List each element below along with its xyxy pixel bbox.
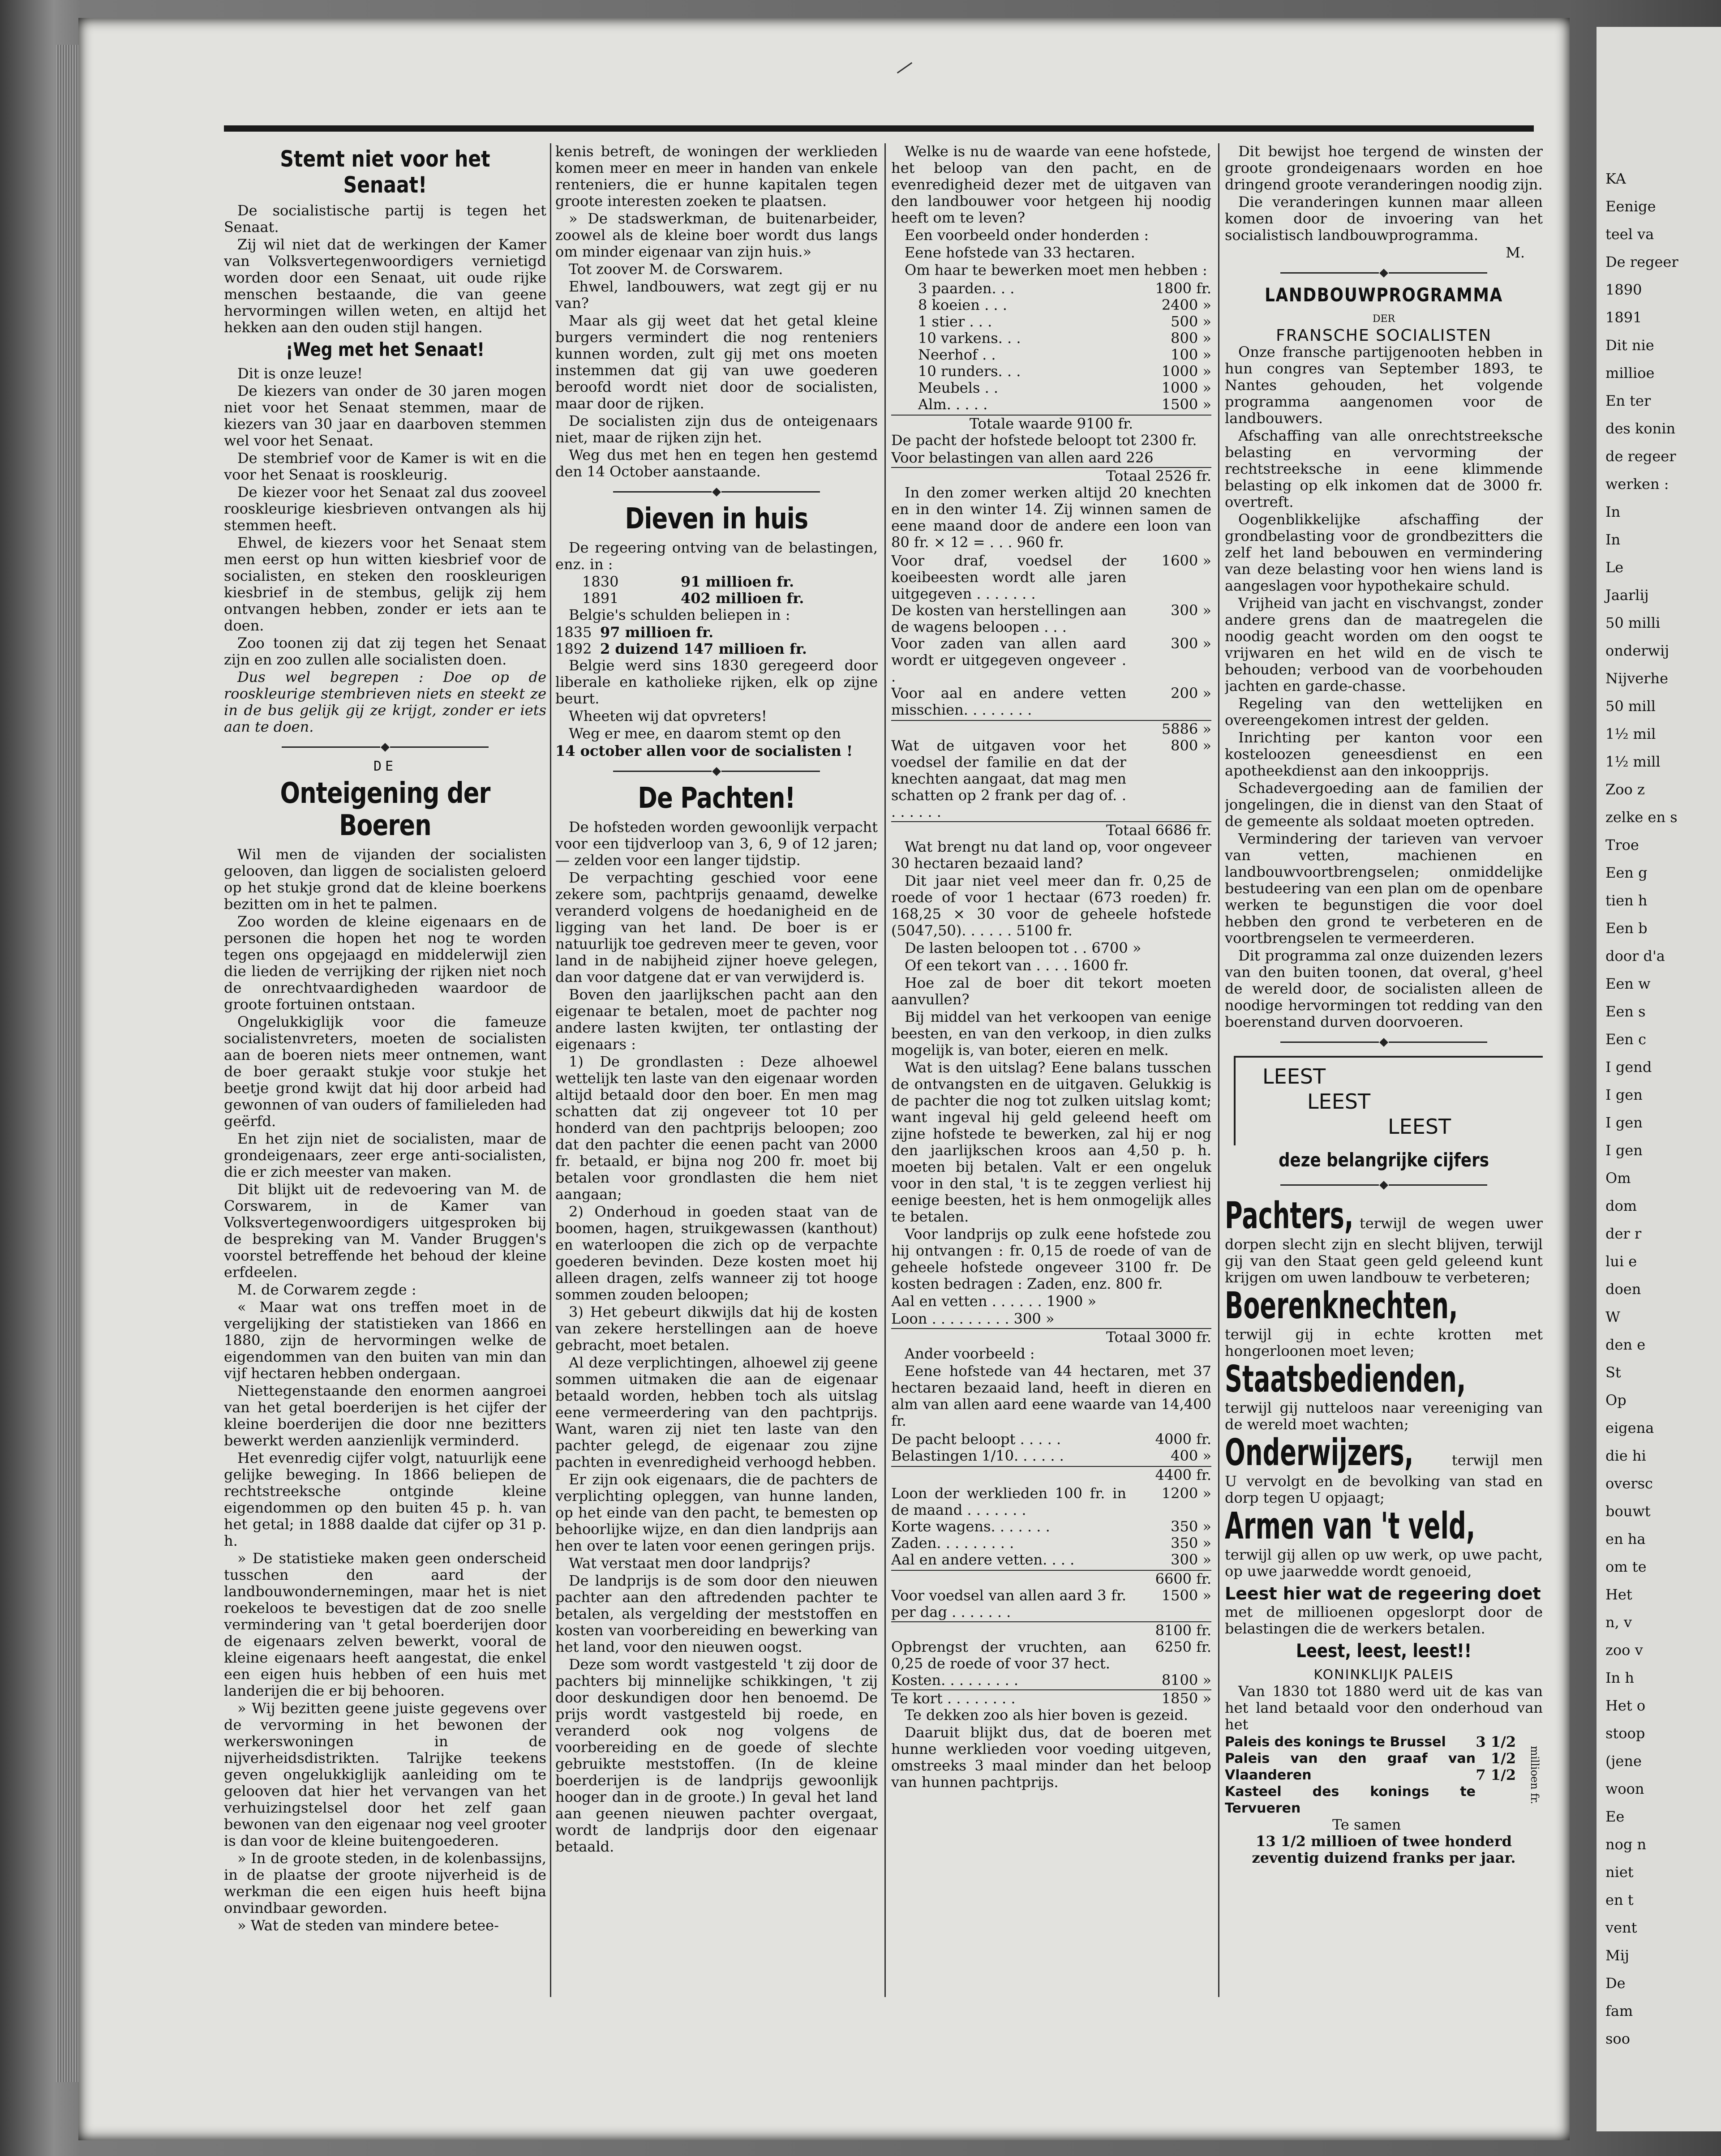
next-page-fragment: Een b [1605,920,1648,937]
next-page-fragment: niet [1605,1864,1634,1881]
paragraph: « Maar wat ons treffen moet in de vergelijking der statistieken van 1866 en 1880, zijn de hervormingen welke de eigendommen van den buiten van min dan vijf hectaren hebben ondergaan. [224,1299,546,1382]
paragraph: Weg dus met hen en tegen hen gestemd den 14 October aanstaande. [555,446,878,480]
column-divider [1218,143,1219,1997]
paragraph: De stembrief voor de Kamer is wit en die voor het Senaat is rooskleurig. [224,450,546,483]
next-page-fragment: Nijverhe [1605,670,1669,687]
next-page-fragment: 1891 [1605,309,1642,326]
paragraph: Ander voorbeeld : [905,1345,1035,1362]
millioen-label: millioen fr. [1528,1746,1541,1805]
table-row: Kosten. . . . . . . . . 8100 » [891,1672,1211,1689]
paragraph: Zoo toonen zij dat zij tegen het Senaat zijn en zoo zullen alle socialisten doen. [224,634,546,668]
next-page-fragment: KA [1605,170,1626,187]
table-row: 8 koeien . . . 2400 » [918,296,1211,313]
signature: M. [1506,244,1525,261]
paragraph: Van 1830 tot 1880 werd uit de kas van het land betaald voor den onderhoud van het [1225,1683,1543,1733]
table-row: Loon der werklieden 100 fr. in de maand . . . . . . . 1200 » [891,1485,1211,1518]
paragraph: De regeering ontving van de belastingen, enz. in : [555,539,878,573]
table-row: Neerhof . . 100 » [918,346,1211,363]
paragraph: Eene hofstede van 44 hectaren, met 37 hectaren bezaaid land, heeft in dieren en alm van allen aard eene waarde van 14,400 fr. [891,1363,1211,1429]
te-samen-amount: 13 1/2 millioen of twee honderd zeventig duizend franks per jaar. [1252,1833,1516,1866]
next-page-fragment: Om [1605,1170,1631,1187]
paragraph: Loon . . . . . . . . . 300 » [891,1310,1055,1327]
expense-table [891,1485,1211,1568]
next-page-fragment: en ha [1605,1530,1646,1547]
leest-word: LEEST [1307,1089,1371,1114]
next-page-fragment: En ter [1605,392,1651,409]
next-page-fragment: onderwij [1605,642,1669,659]
next-page-fragment: de regeer [1605,448,1676,465]
paragraph: 14 october allen voor de socialisten ! [555,742,853,759]
next-page-fragment: oversc [1605,1475,1653,1492]
table-row: 1 stier . . . 500 » [918,313,1211,330]
costs-table [891,553,1211,718]
separator [224,738,546,754]
tax-row: 1830 91 millioen fr. [582,573,794,590]
paragraph: Ongelukkiglijk voor die fameuze socialistenvreters, moeten de socialisten aan de boeren niets meer ontnemen, want de boer geraakt stukje voor stukje het beetje grond kwijt dat hij door arbeid had gewonnen of van ouders of familieleden had geërfd. [224,1013,546,1130]
next-page-fragment: 1½ mil [1605,725,1656,742]
paragraph: Wat brengt nu dat land op, voor ongeveer 30 hectaren bezaaid land? [891,838,1211,872]
table-row: Alm. . . . . 1500 » [918,396,1211,413]
next-page-fragment: I gend [1605,1059,1652,1076]
next-page-fragment: W [1605,1308,1620,1325]
next-page-fragment: der r [1605,1225,1642,1242]
palace-list [1225,1734,1543,1817]
table-row: Opbrengst der vruchten, aan 0,25 de roede of voor 37 hect. 6250 fr. [891,1638,1211,1672]
next-page-fragment: I gen [1605,1142,1643,1159]
next-page-fragment: De [1605,1975,1626,1992]
paragraph: Regeling van den wettelijken en overeengekomen intrest der gelden. [1225,695,1543,729]
paragraph: En het zijn niet de socialisten, maar de grondeigenaars, zeer erge anti-socialisten, die er zich meester van maken. [224,1130,546,1180]
paragraph: De kiezers van onder de 30 jaren mogen niet voor het Senaat stemmen, maar de kiezers van 30 jaar en daarboven stemmen wel voor het Senaat. [224,382,546,449]
next-page-fragment: Ee [1605,1808,1625,1825]
next-page-fragment: soo [1605,2030,1630,2047]
leest-word: LEEST [1388,1114,1451,1139]
paragraph: Zij wil niet dat de werkingen der Kamer van Volksvertegenwoordigers vernietigd worden door een Senaat, uit oude rijke menschen bestaande, die van geene hervormingen willen weten, en altijd het hekken aan den ouden stijl hangen. [224,236,546,336]
headline-landbouwprogramma: LANDBOUWPROGRAMMA [1265,284,1503,306]
paragraph: Onze fransche partijgenooten hebben in hun congres van September 1893, te Nantes gehouden, het volgende programma aangenomen voor de landbouwers. [1225,343,1543,427]
appeal-boerenknechten: Boerenknechten, terwijl gij in echte krotten met hongerloonen moet leven; [1225,1285,1543,1359]
paragraph: met de millioenen opgeslorpt door de belastingen die de werkers betalen. [1225,1603,1543,1637]
separator [1225,264,1543,280]
total: Totaal 3000 fr. [891,1328,1211,1346]
leest-box [1234,1056,1543,1145]
next-page-fragment: n, v [1605,1614,1632,1631]
column-1 [224,143,546,1997]
table-row: 10 varkens. . . 800 » [918,330,1211,347]
table-row: Voor draf, voedsel der koeibeesten wordt alle jaren uitgegeven . . . . . . . 1600 » [891,552,1211,602]
total: Totaal 6686 fr. [891,821,1211,839]
table-row: Korte wagens. . . . . . . 350 » [891,1518,1211,1535]
table-row: Aal en andere vetten. . . . 300 » [891,1551,1211,1568]
paragraph: Bij middel van het verkoopen van eenige beesten, en van den verkoop, in dien zulks mogelijk is, van boter, eieren en melk. [891,1008,1211,1059]
subtotal: 5886 » [891,720,1211,737]
next-page-fragment: tien h [1605,892,1648,909]
table-row: Te kort . . . . . . . . 1850 » [891,1690,1211,1707]
next-page-fragment: door d'a [1605,947,1665,964]
headline-onteigening: Onteigening der Boeren [280,777,490,842]
column-divider [884,143,886,1997]
paragraph: Zoo worden de kleine eigenaars en de personen die hopen het nog te worden tegen ons opgejaagd en middelerwijl zien die lieden de verrijking der rijken niet noch de onrechtvaardigheden waardoor de groote fortuinen ontstaan. [224,913,546,1013]
paragraph: Die veranderingen kunnen maar alleen komen door de invoering van het socialistisch landbouwprogramma. [1225,193,1543,244]
subtotal: 6600 fr. [891,1570,1211,1587]
paragraph: De pacht der hofstede beloopt tot 2300 fr. [891,432,1197,449]
headline-senaat: Stemt niet voor het Senaat! [280,146,490,198]
table-row: Voor aal en andere vetten misschien. . . . . . . . 200 » [891,685,1211,718]
table-row: 10 runders. . . 1000 » [918,363,1211,380]
next-page-fragment: Eenige [1605,198,1656,215]
paragraph: Dus wel begrepen : Doe op de rooskleurige stembrieven niets en steekt ze in de bus gelijk gij ze krijgt, zonder er iets aan te doen. [224,669,546,735]
headline-cijfers: deze belangrijke cijfers [1279,1149,1489,1171]
next-page-fragment: Een c [1605,1031,1646,1048]
next-page-fragment: den e [1605,1336,1646,1353]
te-samen: Te samen [1332,1816,1401,1833]
paragraph: Schadevergoeding aan de familien der jongelingen, die in dienst van den Staat of de gemeente als soldaat moeten optreden. [1225,780,1543,830]
paragraph: Een voorbeeld onder honderden : [905,227,1149,244]
paragraph: Al deze verplichtingen, alhoewel zij geene sommen uitmaken die aan de eigenaar betaald worden, hebben toch als uitslag eene vermeerdering van den pachtprijs. Want, waren zij niet ten laste van den pachter gelegd, de eigenaar zou zijne pachten in evenredigheid verhoogd hebben. [555,1354,878,1470]
next-page-fragment: 50 milli [1605,614,1661,631]
paragraph: Ehwel, de kiezers voor het Senaat stem men eerst op hun witten kiesbrief voor de socialisten, en steken den rooskleurigen kiesbrief in de stembus, gelijk zij hem ontvangen hebben, zonder er iets aan te doen. [224,534,546,634]
paragraph: Afschaffing van alle onrechtstreeksche belasting en vervorming der rechtstreeksche in eene klimmende belasting op elk inkomen dat de 3000 fr. overtreft. [1225,427,1543,510]
next-page-fragment: zoo v [1605,1642,1643,1659]
paragraph: Hoe zal de boer dit tekort moeten aanvullen? [891,974,1211,1008]
palace-name: Paleis des konings te Brussel [1225,1734,1446,1750]
debt-row: 1892 2 duizend 147 millioen fr. [555,640,807,657]
next-page-fragment: In [1605,503,1621,520]
next-page-fragment: 1½ mill [1605,753,1661,770]
paragraph: Tot zoover M. de Corswarem. [569,261,783,278]
paragraph: Belgie werd sins 1830 geregeerd door liberale en katholieke rijken, elk op zijne beurt. [555,657,878,707]
paragraph: Aal en vetten . . . . . . 1900 » [891,1293,1097,1310]
next-page-fragment: vent [1605,1919,1637,1936]
table-row: Meubels . . 1000 » [918,379,1211,396]
next-page-fragment: stoop [1605,1725,1645,1742]
table-row: De pacht beloopt . . . . . 4000 fr. [891,1431,1211,1448]
total: Totaal 2526 fr. [891,467,1211,484]
next-page-fragment: Mij [1605,1947,1629,1964]
paragraph: Niettegenstaande den enormen aangroei van het getal boerderijen is het cijfer der kleine boerderijen die door nne bezitters bewerkt werden aanzienlijk verminderd. [224,1382,546,1449]
next-page-fragment: die hi [1605,1447,1646,1464]
next-page-fragment: millioe [1605,364,1655,381]
paragraph: Maar als gij weet dat het getal kleine burgers vermindert die nog renteniers kunnen worden, zult gij met ons moeten instemmen dat gij van uwe goederen beroofd wordt niet door de socialisten, maar door de rijken. [555,312,878,412]
inventory-table [891,280,1211,413]
next-page-fragment: St [1605,1364,1621,1381]
palace-amount: 1/2 [1490,1750,1516,1767]
headline-leest-leest: Leest, leest, leest!! [1296,1640,1472,1662]
next-page-fragment: Op [1605,1392,1627,1409]
paragraph: De landprijs is de som door den nieuwen pachter aan den aftredenden pachter te betalen, als vergelding der meststoffen en kosten van voorbereiding en bewerking van het land, voor den nieuwen oogst. [555,1572,878,1655]
paragraph: Dit is onze leuze! [237,365,363,382]
table-row: Voor zaden van allen aard wordt er uitgegeven ongeveer . . 300 » [891,635,1211,685]
paragraph: Boven den jaarlijkschen pacht aan den eigenaar te betalen, moet de pachter nog andere lasten kwijten, ter ontlasting der eigenaars : [555,986,878,1053]
subtotal: 8100 fr. [891,1621,1211,1639]
paragraph: Wheeten wij dat opvreters! [569,707,767,724]
paragraph: kenis betreft, de woningen der werklieden komen meer en meer in handen van enkele renteniers, die er hunne kapitalen tegen groote interesten zoeken te plaatsen. [555,143,878,210]
palace-name: Kasteel des konings te Tervueren [1225,1784,1476,1816]
next-page-fragment: bouwt [1605,1503,1651,1520]
next-page-fragment: De regeer [1605,253,1678,270]
paragraph: » De stadswerkman, de buitenarbeider, zoowel als de kleine boer wordt dus langs om minder eigenaar van zijn huis.» [555,210,878,260]
paragraph: De socialisten zijn dus de onteigenaars niet, maar de rijken zijn het. [555,412,878,446]
next-page-fragment: werken : [1605,476,1669,493]
paragraph: Deze som wordt vastgesteld 't zij door de pachters bij minnelijke schikkingen, 't zij door deskundigen door hen benoemd. De prijs wordt vastgesteld bij roede, en veranderd ook nog volgens de voorbereiding en de goede of slechte gebruikte meststoffen. (In de kleine boerderijen is de landprijs gewoonlijk hooger dan in de groote.) In geval het land aan geenen nieuwen pachter overgaat, wordt de landprijs door den eigenaar betaald. [555,1656,878,1855]
paragraph: Wat verstaat men door landprijs? [569,1555,811,1572]
separator [555,762,878,779]
next-page-fragment: Een w [1605,975,1651,992]
subtotal: 4400 fr. [891,1466,1211,1483]
paragraph: » Wat de steden van mindere betee- [237,1917,499,1934]
next-page-fragment: Zoo z [1605,781,1645,798]
appeal-staatsbedienden: Staatsbedienden, terwijl gij nutteloos naar vereeniging van de wereld moet wachten; [1225,1358,1543,1433]
paragraph: Welke is nu de waarde van eene hofstede, het beloop van den pacht, en de evenredigheid dezer met de uitgaven van den landbouwer voor hetgeen hij noodig heeft om te leven? [891,143,1211,226]
table-row: De kosten van herstellingen aan de wagens beloopen . . . 300 » [891,602,1211,635]
next-page-fragment: Een g [1605,864,1648,881]
appeal-pachters: Pachters, terwijl de wegen uwer dorpen slecht zijn en slecht blijven, terwijl gij van den Staat geen geld geleend kunt krijgen om uwen landbouw te verbeteren; [1225,1195,1543,1286]
paragraph: Om haar te bewerken moet men hebben : [905,261,1207,279]
paragraph: » Wij bezitten geene juiste gegevens over de vervorming in het bewonen der werkerswoningen in de nijverheidsdistrikten. Talrijke teekens geven ongelukkiglijk aanleiding om te gelooven dat hier het vervangen van het verhuizingstelsel door het zelf gaan bewonen van den eigenaar nog veel grooter is dan voor de kleine buitengoederen. [224,1700,546,1849]
next-page-fragment: In [1605,531,1621,548]
paragraph: 2) Onderhoud in goeden staat van de boomen, hagen, struikgewassen (kanthout) en waterloopen die zich op de verpachte goederen bevinden. Deze kosten moet hij alleen dragen, zelfs wanneer zij tot hooge sommen zouden beloopen; [555,1203,878,1303]
next-page-fragment: doen [1605,1281,1641,1298]
table-row: Zaden. . . . . . . . . 350 » [891,1534,1211,1552]
next-page-fragment: I gen [1605,1086,1643,1103]
column-3 [891,143,1211,1997]
paragraph: Het evenredig cijfer volgt, natuurlijk eene gelijke beweging. In 1866 beliepen de rechtstreeksche ontginde kleine eigendommen op den buiten 45 p. h. van het getal; in 1888 daalde dat cijfer op 31 p. h. [224,1449,546,1549]
kicker-de: DE [373,759,397,774]
leest-hier: Leest hier wat de regeering doet [1225,1584,1541,1603]
paragraph: 3) Het gebeurt dikwijls dat hij de kosten van zekere herstellingen aan de hoeve gebracht, moet betalen. [555,1303,878,1354]
next-page-fragment: des konin [1605,420,1676,437]
paragraph: Eene hofstede van 33 hectaren. [905,244,1135,261]
paragraph: Of een tekort van . . . . 1600 fr. [905,957,1129,974]
total: Totale waarde 9100 fr. [891,415,1211,432]
next-page-fragment: 50 mill [1605,698,1656,715]
paragraph: Voor belastingen van allen aard 226 [891,449,1154,466]
separator [1225,1176,1543,1192]
paragraph: Ehwel, landbouwers, wat zegt gij er nu van? [555,278,878,312]
paragraph: Vermindering der tarieven van vervoer van vetten, machienen en landbouwvoortbrengselen; onmiddelijke bestudeering van een plan om de openbare werken te begunstigen die voor doel hebben den grond te verbeteren en de voortbrengselen te vermeerderen. [1225,830,1543,947]
paragraph: Dit jaar niet veel meer dan fr. 0,25 de roede of voor 1 hectaar (673 roeden) fr. 168,25 × 30 voor de geheele hofstede (5047,50). . . . . . 5100 fr. [891,872,1211,939]
next-page-fragment: lui e [1605,1253,1637,1270]
paragraph: De socialistische partij is tegen het Senaat. [224,202,546,236]
paragraph: Wat is den uitslag? Eene balans tusschen de ontvangsten en de uitgaven. Gelukkig is de pachter die nog tot zulken uitslag komt; want ingeval hij geld geleend heeft om zijne hofstede te bewerken, zal hij er nog den jaarlijkschen kroos aan 4,50 p. h. moeten bij betalen. Valt er een ongeluk voor in den stal, 't is te zeggen verliest hij eenige beesten, het is hem onmogelijk alles te betalen. [891,1059,1211,1225]
subheadline-weg: ¡Weg met het Senaat! [286,339,485,360]
paragraph: Te dekken zoo als hier boven is gezeid. [905,1706,1189,1723]
top-rule [224,125,1534,132]
leest-word: LEEST [1262,1064,1326,1089]
paragraph: De verpachting geschied voor eene zekere som, pachtprijs genaamd, dewelke veranderd volgens de hoedanigheid en de ligging van het land. De boer is er natuurlijk toe gedreven meer te geven, voor land in de nabijheid zijner hoeve gelegen, dan voor datgene dat er van verwijderd is. [555,869,878,986]
paragraph: 1) De grondlasten : Deze alhoewel wettelijk ten laste van den eigenaar worden altijd betaald door den boer. En men mag schatten dat zij ongeveer tot 10 per honderd van den pachtprijs beloopen; zoo dat den pachter die eenen pacht van 2000 fr. betaald, er bijna nog 200 fr. moet bij betalen voor grondlasten die hem niet aangaan; [555,1053,878,1203]
paragraph: M. de Corwarem zegde : [237,1281,416,1298]
paragraph: In den zomer werken altijd 20 knechten en in den winter 14. Zij winnen samen de eene maand door de andere een loon van 80 fr. × 12 = . . . 960 fr. [891,484,1211,551]
table-row: Belastingen 1/10. . . . . . 400 » [891,1447,1211,1464]
next-page-fragment: Een s [1605,1003,1646,1020]
rent-table [891,1431,1211,1464]
paragraph: Er zijn ook eigenaars, die de pachters de verplichting opleggen, van hunne landen, op het einde van den pacht, te bemesten op behoorlijke wijze, en dan dien landprijs aan hen over te laten voor eenen geringen prijs. [555,1471,878,1554]
paragraph: » De statistieke maken geen onderscheid tusschen den aard der landbouwondernemingen, maar het is niet roekeloos te bevestigen dat de zoo snelle vermindering van 't getal boerderijen door de eigenaars zelven bewerkt, vooral de kleine eigenaars heeft aangestat, die enkel een eigen huis hebben of een huis met landerijen die er bij behooren. [224,1550,546,1699]
paragraph: Voor landprijs op zulk eene hofstede zou hij ontvangen : fr. 0,15 de roede of van de geheele hofstede ongeveer 3100 fr. De kosten bedragen : Zaden, enz. 800 fr. [891,1226,1211,1292]
paragraph: De kiezer voor het Senaat zal dus zooveel rooskleurige kiesbrieven ontvangen als hij stemmen heeft. [224,484,546,534]
paragraph: Weg er mee, en daarom stemt op den [569,725,841,742]
next-page-fragment: eigena [1605,1419,1654,1436]
paragraph: Wil men de vijanden der socialisten gelooven, dan liggen de socialisten geloerd op het stukje grond dat de kleine boerkens bezitten om in het te palmen. [224,846,546,913]
palace-amount: 3 1/2 [1476,1733,1516,1750]
next-page-fragment: Troe [1605,836,1639,853]
next-page-fragment: woon [1605,1780,1644,1797]
next-page-fragment: Het [1605,1586,1632,1603]
palace-amount: 7 1/2 [1476,1766,1516,1783]
table-row: 3 paarden. . . 1800 fr. [918,280,1211,297]
appeal-onderwijzers: Onderwijzers, terwijl men U vervolgt en de bevolking van stad en dorp tegen U opjaagt; [1225,1432,1543,1506]
paragraph: De lasten beloopen tot . . 6700 » [905,939,1142,956]
next-page-fragment: dom [1605,1197,1637,1214]
debt-row: 1835 97 millioen fr. [555,624,714,641]
paragraph: Belgie's schulden beliepen in : [569,606,790,623]
headline-dieven: Dieven in huis [625,502,808,536]
next-page-fragment: Het o [1605,1697,1646,1714]
next-page-fragment: om te [1605,1558,1647,1575]
table-row: Wat de uitgaven voor het voedsel der familie en dat der knechten aangaat, dat mag men schatten op 2 frank per dag of. . . . . . . . 800 » [891,737,1211,820]
column-2 [555,143,878,1997]
next-page-fragment: nog n [1605,1836,1647,1853]
paragraph: Dit bewijst hoe tergend de winsten der groote grondeigenaars worden en hoe dringend groote veranderingen noodig zijn. [1225,143,1543,193]
paragraph: Inrichting per kanton voor een kosteloozen geneesdienst en een apotheekdienst aan den inkoopprijs. [1225,729,1543,779]
paragraph: Daaruit blijkt dus, dat de boeren met hunne werklieden voor voeding uitgeven, omstreeks 3 maal minder dan het beloop van hunnen pachtprijs. [891,1724,1211,1791]
column-divider [550,143,551,1997]
next-page-fragment: (jene [1605,1753,1642,1770]
palace-name: Paleis van den graaf van Vlaanderen [1225,1751,1476,1783]
next-page-fragment: en t [1605,1891,1634,1908]
paragraph: Vrijheid van jacht en vischvangst, zonder andere grens dan de maatregelen die noodig geacht worden om den oogst te vrijwaren en het wild en de visch te behouden; verbood van de voorbehouden jachten en garde-chasse. [1225,595,1543,694]
separator [1225,1033,1543,1050]
next-page-fragment: 1890 [1605,281,1642,298]
next-page-fragment: fam [1605,2002,1633,2019]
appeal-armen: Armen van 't veld, terwijl gij allen op uw werk, op uwe pacht, op uwe jaarwedde wordt genoeid, [1225,1505,1543,1580]
column-4 [1225,143,1543,1997]
next-page-fragment: Le [1605,559,1624,576]
next-page-fragment: Dit nie [1605,337,1654,354]
separator [555,483,878,499]
headline-fransche-socialisten: FRANSCHE SOCIALISTEN [1276,326,1492,345]
next-page-fragment: In h [1605,1669,1635,1686]
next-page-fragment: I gen [1605,1114,1643,1131]
next-page-fragment: Jaarlij [1605,587,1649,604]
next-page-fragment: zelke en s [1605,809,1678,826]
next-page-fragment: teel va [1605,226,1654,243]
table-row: Voor voedsel van allen aard 3 fr. per dag . . . . . . . 1500 » [891,1587,1211,1620]
paragraph: Oogenblikkelijke afschaffing der grondbelasting voor de grondbezitters die zelf het land bebouwen en vermindering van deze belasting voor hen wiens land is aangeslagen voor hypothekaire schuld. [1225,511,1543,594]
paragraph: Dit blijkt uit de redevoering van M. de Corswarem, in de Kamer van Volksvertegenwoordigers uitgesproken bij de bespreking van M. Vander Bruggen's voorstel betreffende het behoud der kleine erfdeelen. [224,1181,546,1281]
kicker-der: DER [1372,313,1395,325]
paragraph: » In de groote steden, in de kolenbassijns, in de plaatse der groote nijverheid is de werkman die een eigen huis heeft bijna onvindbaar geworden. [224,1850,546,1916]
headline-pachten: De Pachten! [638,782,795,815]
paragraph: Dit programma zal onze duizenden lezers van den buiten toonen, dat overal, g'heel de wereld door, de socialisten alleen de noodige hervormingen tot redding van den boerenstand durven doorvoeren. [1225,947,1543,1030]
paragraph: De hofsteden worden gewoonlijk verpacht voor een tijdverloop van 3, 6, 9 of 12 jaren; — zelden voor een langer tijdstip. [555,819,878,869]
next-page-sliver [1597,27,1721,2131]
koninklijk-paleis: KONINKLIJK PALEIS [1313,1667,1454,1683]
tax-row: 1891 402 millioen fr. [582,590,804,607]
